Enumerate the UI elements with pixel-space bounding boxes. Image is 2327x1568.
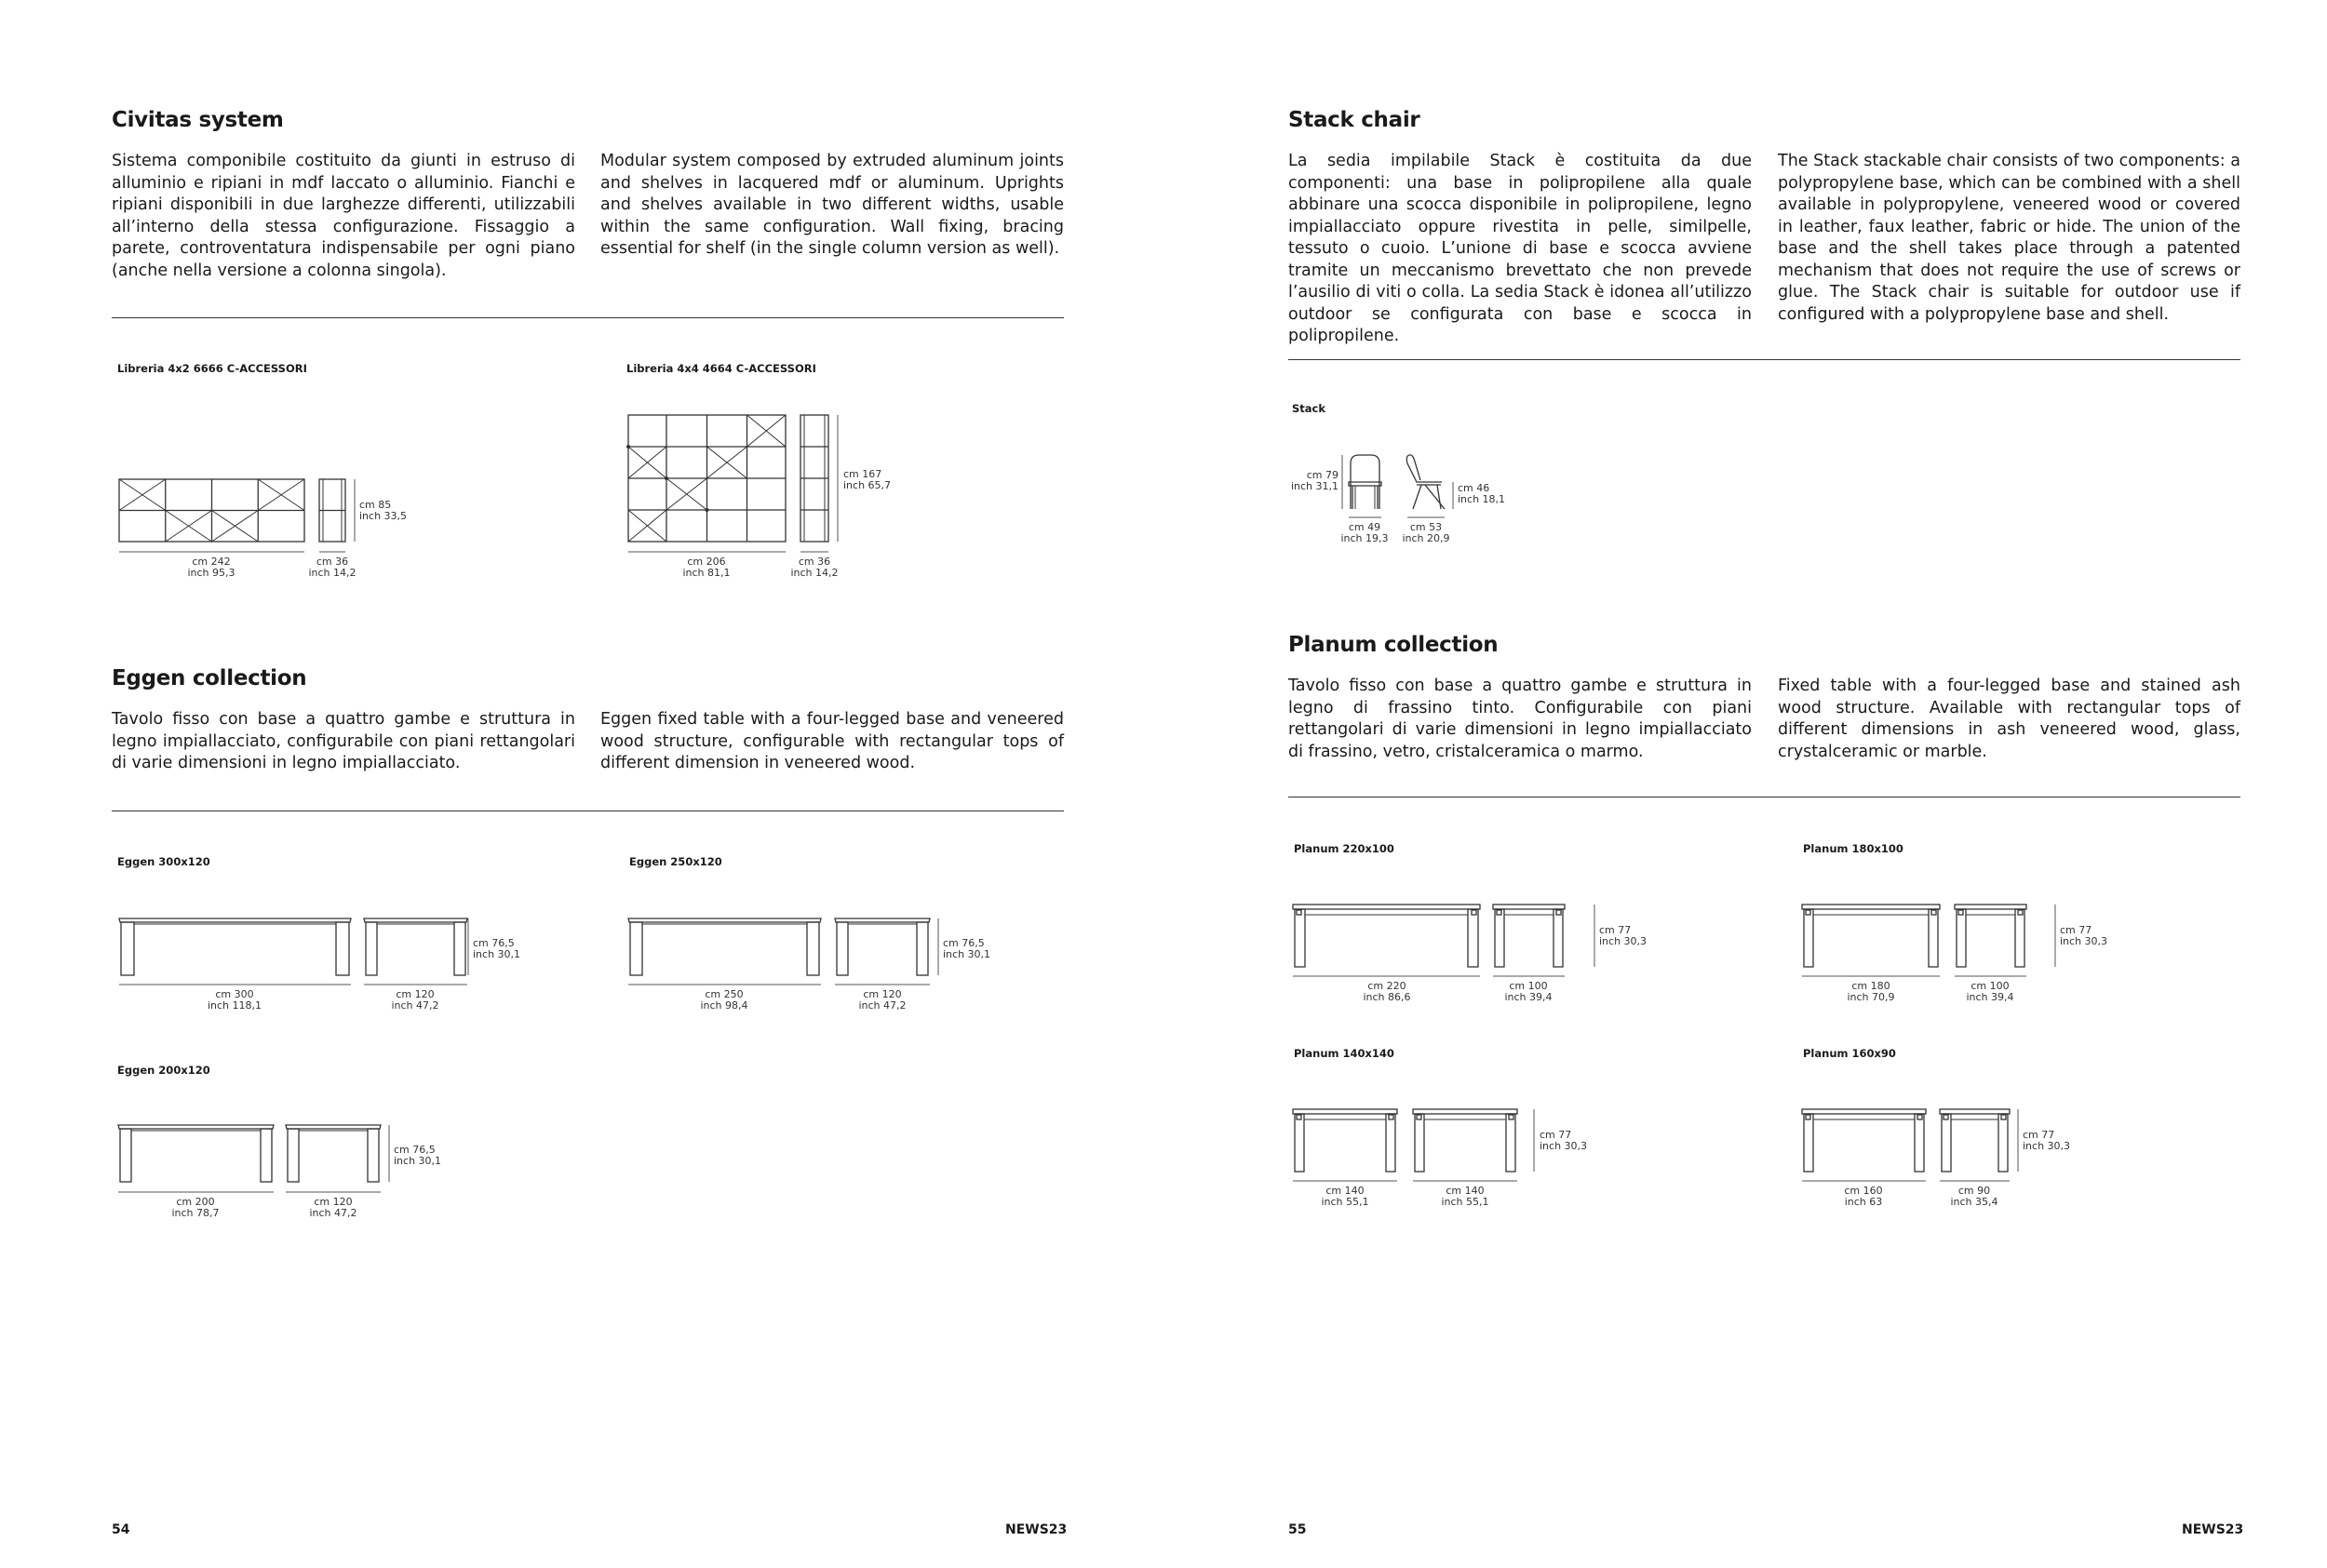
dim-cm: cm 36	[798, 556, 831, 568]
dim-inch: inch 95,3	[187, 566, 235, 579]
dim-inch: inch 39,4	[1966, 990, 2014, 1003]
right-page	[1164, 0, 2327, 1568]
dim-inch: inch 30,1	[473, 947, 521, 960]
dim-cm: cm 300	[215, 988, 254, 1000]
dim-cm: cm 79	[1306, 469, 1338, 481]
dim-cm: cm 77	[1540, 1129, 1572, 1141]
eggen-text-it: Tavolo fisso con base a quattro gambe e struttura in legno impiallacciato, configurabile con piani rettangolari di varie dimensioni in legno impiallacciato.	[112, 710, 575, 772]
dim-cm: cm 46	[1458, 482, 1490, 494]
dim-inch: inch 47,2	[858, 998, 907, 1012]
dim-cm: cm 36	[316, 556, 349, 568]
dim-inch: inch 78,7	[171, 1206, 220, 1219]
dimension	[296, 1197, 370, 1218]
eggen-200-drawing	[0, 0, 1164, 1303]
dim-cm: cm 180	[1851, 980, 1890, 992]
page-number: 55	[1288, 1522, 1307, 1537]
drawing-label: Libreria 4x2 6666 C-ACCESSORI	[117, 362, 307, 375]
dim-cm: cm 206	[687, 556, 726, 568]
dim-inch: inch 14,2	[790, 566, 839, 579]
dim-inch: inch 47,2	[391, 998, 439, 1012]
dimension	[394, 1145, 441, 1166]
dim-inch: inch 30,1	[394, 1154, 442, 1167]
drawing-label: Planum 180x100	[1803, 842, 1903, 855]
civitas-title: Civitas system	[112, 108, 284, 132]
dim-inch: inch 14,2	[308, 566, 356, 579]
eggen-text-en: Eggen fixed table with a four-legged base and veneered wood structure, configurable with rectangular tops of different dimension in veneered wood.	[600, 710, 1064, 772]
stack-text-en: The Stack stackable chair consists of two components: a polypropylene base, which can be combined with a shell available in polypropylene, veneered wood or covered in leather, faux leather, fabric or hide. The union of the base and the shell takes place through a patented mechanism that does not require the use of screws or glue. The Stack chair is suitable for outdoor use if configured with a polypropylene base and shell.	[1778, 152, 2240, 324]
dim-cm: cm 160	[1844, 1185, 1883, 1197]
civitas-text-en: Modular system composed by extruded aluminum joints and shelves in lacquered mdf or aluminum. Uprights and shelves available in two different widths, usable within the same configuration. Wall fixing, bracing essential for shelf (in the single column version as well).	[600, 152, 1064, 258]
dimension	[149, 1197, 242, 1218]
dim-cm: cm 76,5	[473, 937, 515, 949]
dim-cm: cm 220	[1367, 980, 1406, 992]
dim-inch: inch 47,2	[309, 1206, 357, 1219]
dim-cm: cm 85	[359, 499, 392, 511]
dim-cm: cm 77	[2023, 1129, 2055, 1141]
dim-cm: cm 100	[1509, 980, 1548, 992]
planum-160-drawing	[1164, 0, 2327, 1303]
dim-cm: cm 140	[1446, 1185, 1485, 1197]
dim-cm: cm 140	[1325, 1185, 1365, 1197]
dimension	[1826, 1186, 1901, 1207]
drawing-label: Planum 140x140	[1294, 1047, 1394, 1060]
dim-inch: inch 19,3	[1340, 531, 1389, 544]
planum-text-it: Tavolo fisso con base a quattro gambe e struttura in legno di frassino tinto. Configurabile con piani rettangolari di varie dimensioni in legno impiallacciato di frassino, vetro, cristalceramica o marmo.	[1288, 677, 1752, 761]
dimension	[2023, 1130, 2070, 1151]
drawing-label: Eggen 200x120	[117, 1064, 210, 1077]
dim-inch: inch 39,4	[1504, 990, 1553, 1003]
dim-cm: cm 242	[192, 556, 231, 568]
drawing-label: Planum 160x90	[1803, 1047, 1896, 1060]
dim-cm: cm 53	[1409, 521, 1443, 533]
planum-text-en: Fixed table with a four-legged base and stained ash wood structure. Available with rectangular tops of different dimensions in ash veneered wood, glass, crystalceramic or marble.	[1778, 677, 2240, 761]
drawing-label: Libreria 4x4 4664 C-ACCESSORI	[626, 362, 816, 375]
dim-inch: inch 81,1	[682, 566, 731, 579]
dim-cm: cm 77	[2060, 924, 2092, 936]
dim-inch: inch 98,4	[700, 998, 748, 1012]
dim-inch: inch 35,4	[1950, 1195, 1998, 1208]
publication-name: NEWS23	[1005, 1522, 1068, 1537]
dim-cm: cm 167	[843, 468, 882, 480]
eggen-title: Eggen collection	[112, 666, 307, 690]
dim-cm: cm 76,5	[943, 937, 985, 949]
dim-cm: cm 120	[396, 988, 435, 1000]
dim-cm: cm 120	[863, 988, 902, 1000]
planum-title: Planum collection	[1288, 633, 1499, 657]
dim-inch: inch 70,9	[1847, 990, 1895, 1003]
dim-cm: cm 100	[1971, 980, 2010, 992]
dim-cm: cm 90	[1957, 1185, 1991, 1197]
dim-cm: cm 120	[314, 1196, 353, 1208]
dim-inch: inch 30,1	[943, 947, 991, 960]
dim-cm: cm 76,5	[394, 1144, 436, 1156]
dim-inch: inch 33,5	[359, 509, 408, 522]
dim-cm: cm 200	[176, 1196, 215, 1208]
dim-inch: inch 30,3	[1540, 1139, 1588, 1152]
dim-cm: cm 77	[1599, 924, 1632, 936]
dim-inch: inch 18,1	[1458, 492, 1506, 505]
dim-inch: inch 55,1	[1321, 1195, 1369, 1208]
dim-cm: cm 49	[1348, 521, 1381, 533]
dim-inch: inch 31,1	[1290, 479, 1338, 492]
dim-inch: inch 86,6	[1363, 990, 1411, 1003]
dim-inch: inch 20,9	[1402, 531, 1450, 544]
stack-title: Stack chair	[1288, 108, 1420, 132]
civitas-text-it: Sistema componibile costituito da giunti in estruso di alluminio e ripiani in mdf laccato o alluminio. Fianchi e ripiani disponibili in due larghezze differenti, utilizzabili all’interno della stessa configurazione. Fissaggio a parete, controventatura indispensabile per ogni piano (anche nella versione a colonna singola).	[112, 152, 575, 280]
drawing-label: Eggen 300x120	[117, 855, 210, 868]
dim-inch: inch 118,1	[207, 998, 262, 1012]
dim-inch: inch 30,3	[2060, 934, 2108, 947]
drawing-label: Planum 220x100	[1294, 842, 1394, 855]
dimension	[1937, 1186, 2011, 1207]
dim-inch: inch 30,3	[2023, 1139, 2071, 1152]
dim-cm: cm 250	[705, 988, 744, 1000]
page-number: 54	[112, 1522, 130, 1537]
dim-inch: inch 65,7	[843, 478, 892, 491]
stack-text-it: La sedia impilabile Stack è costituita da due componenti: una base in polipropilene alla quale abbinare una scocca disponibile in polipropilene, legno impiallacciato oppure rivestita in pelle, similpelle, tessuto o cuoio. L’unione di base e scocca avviene tramite un meccanismo brevettato che non prevede l’ausilio di viti o colla. La sedia Stack è idonea all’utilizzo outdoor se configurata con base e scocca in polipropilene.	[1288, 152, 1752, 345]
dim-inch: inch 63	[1844, 1195, 1883, 1208]
dim-inch: inch 30,3	[1599, 934, 1648, 947]
drawing-label: Eggen 250x120	[629, 855, 722, 868]
drawing-label: Stack	[1292, 402, 1326, 415]
dim-inch: inch 55,1	[1441, 1195, 1489, 1208]
publication-name: NEWS23	[2182, 1522, 2244, 1537]
